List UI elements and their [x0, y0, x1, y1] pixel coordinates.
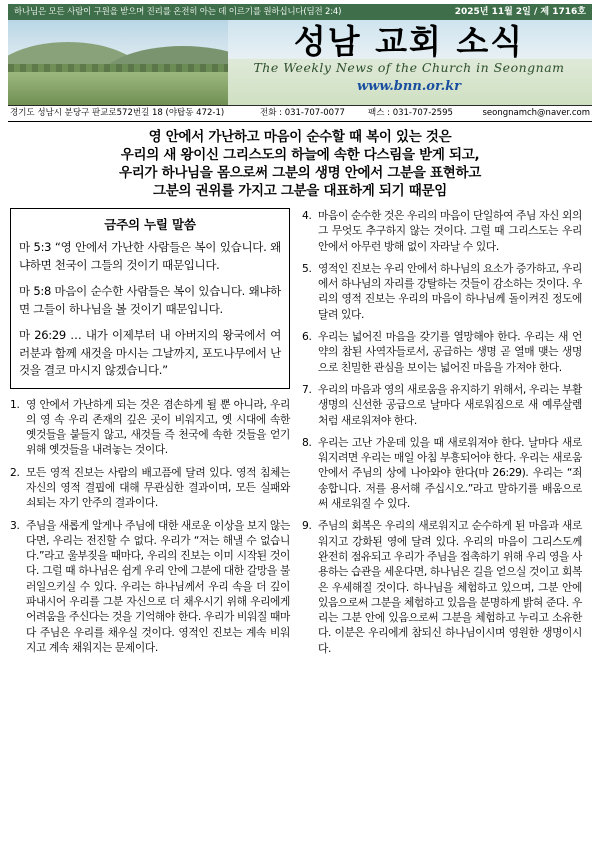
left-column	[10, 208, 290, 663]
page-title: 성남 교회 소식	[293, 22, 525, 61]
left-point-list	[10, 397, 290, 656]
masthead	[8, 20, 592, 106]
banner-verse: 하나님은 모든 사람이 구원을 받으며 진리를 온전히 아는 데 이르기를 원하십니다(딤전 2:4)	[14, 7, 342, 17]
banner-issue: 2025년 11월 2일 / 제 1716호	[454, 7, 586, 17]
list-item: 영적인 진보는 우리 안에서 하나님의 요소가 증가하고, 우리에서 하나님의 자리를 강탈하는 것들이 감소하는 것이다. 우리의 영적 진보는 우리의 마음이 하나님께 돌이켜진 정도에 달려 있다.	[318, 261, 582, 321]
masthead-titles	[230, 22, 588, 94]
page-subtitle: The Weekly News of the Church in Seongnam	[253, 60, 565, 75]
website-url[interactable]: www.bnn.or.kr	[356, 79, 462, 94]
headline	[8, 122, 592, 208]
list-item: 마음이 순수한 것은 우리의 마음이 단일하여 주님 자신 외의 그 무엇도 추구하지 않는 것이다. 그럴 때 그리스도는 우리 안에서 아무런 방해 없이 자라날 수 있다.	[318, 209, 582, 253]
verse-box	[10, 208, 290, 389]
photo-field	[8, 72, 228, 106]
contact-bar	[8, 106, 592, 122]
landscape-photo	[8, 20, 228, 106]
verse-text: 마 26:29 … 내가 이제부터 내 아버지의 왕국에서 여러분과 함께 새것을 마시는 그날까지, 포도나무에서 난 것을 결코 마시지 않겠습니다.”	[19, 328, 281, 377]
verse-text: 마 5:3 “영 안에서 가난한 사람들은 복이 있습니다. 왜냐하면 천국이 그들의 것이기 때문입니다.	[19, 240, 281, 272]
list-item: 주님을 새롭게 알게나 주님에 대한 새로운 이상을 보지 않는다면, 우리는 전진할 수 없다. 우리가 “저는 해낼 수 없습니다.”라고 울부짖을 때마다, 우리의 진보는 이미 시작된 것이다. 그럴 때 하나님은 쉽게 우리 안에 그분에 대한 갈망을 불러일으키실 수 있다. 우리는 하나님께서 우리 속을 더 깊이 파내시어 우리를 그분 자신으로 더 채우시기 위해 우리에게 어려움을 주신다는 것을 기억해야 한다. 우리가 비워질 때마다 주님은 우리를 채우실 것이다. 영적인 진보는 계속 비워지고 계속 채워지는 문제이다.	[26, 518, 290, 654]
verse-box-heading: 금주의 누릴 말씀	[104, 217, 196, 232]
body-columns	[8, 208, 592, 663]
list-item: 우리는 넓어진 마음을 갖기를 열망해야 한다. 우리는 새 언약의 참된 사역자들로서, 공급하는 생명 곧 열매 맺는 생명으로 친밀한 관심을 보이는 넓어진 마음을 가져야 한다.	[318, 330, 582, 374]
contact-email: seongnamch@naver.com	[482, 108, 590, 118]
list-item: 우리는 고난 가운데 있을 때 새로워져야 한다. 날마다 새로워지려면 우리는 매일 아침 부흥되어야 한다. 우리는 새로움 안에서 주님의 상에 나아와야 한다(마 26:29). 우리는 “죄송합니다. 저를 용서해 주십시오.”라고 말하기를 배움으로써 새로워질 수 있다.	[318, 435, 582, 511]
list-item: 영 안에서 가난하게 되는 것은 겸손하게 될 뿐 아니라, 우리의 영 속 우리 존재의 깊은 곳이 비워지고, 옛 시대에 속한 옛것들을 붙들지 않고, 새것들 즉 천국에 속한 것들을 얻기 위해 옛것들을 내려놓는 것이다.	[26, 397, 290, 457]
contact-fax: 팩스 : 031-707-2595	[368, 108, 453, 118]
right-column	[302, 208, 582, 663]
headline-line-3: 우리가 하나님을 몸으로써 그분의 생명 안에서 그분을 표현하고	[118, 165, 482, 181]
list-item: 모든 영적 진보는 사람의 배고픔에 달려 있다. 영적 침체는 자신의 영적 결핍에 대해 무관심한 결과이며, 모든 실패와 쇠퇴는 자기 안주의 결과이다.	[26, 465, 290, 510]
headline-line-2: 우리의 새 왕이신 그리스도의 하늘에 속한 다스림을 받게 되고,	[120, 147, 480, 163]
verse-text: 마 5:8 마음이 순수한 사람들은 복이 있습니다. 왜냐하면 그들이 하나님을 볼 것이기 때문입니다.	[19, 284, 281, 316]
contact-address: 경기도 성남시 분당구 판교로572번길 18 (야탑동 472-1)	[10, 108, 225, 118]
headline-line-1: 영 안에서 가난하고 마음이 순수할 때 복이 있는 것은	[148, 129, 452, 145]
headline-line-4: 그분의 권위를 가지고 그분을 대표하게 되기 때문임	[153, 183, 447, 199]
top-banner	[8, 4, 592, 20]
list-item: 주님의 회복은 우리의 새로워지고 순수하게 된 마음과 새로워지고 강화된 영에 달려 있다. 우리의 마음이 그리스도께 완전히 점유되고 우리가 주님을 접촉하기 위해 우리 영을 사용하는 습관을 세운다면, 하나님은 길을 얻으실 것이고 회복은 우세해질 것이다. 하나님을 체험하고 있으며, 그분 안에 있음으로써 그분을 체험하고 있음을 분명하게 밝혀 준다. 우리는 그분 안에 있음으로써 그분을 체험하고 누리고 소유한다. 이분은 우리에게 참되신 하나님이시며 영원한 생명이시다.	[318, 519, 582, 655]
list-item: 우리의 마음과 영의 새로움을 유지하기 위해서, 우리는 부활 생명의 신선한 공급으로 날마다 새로워짐으로 새 예루살렘처럼 새로워져야 한다.	[318, 382, 582, 427]
contact-tel: 전화 : 031-707-0077	[260, 108, 345, 118]
right-point-list	[302, 208, 582, 656]
